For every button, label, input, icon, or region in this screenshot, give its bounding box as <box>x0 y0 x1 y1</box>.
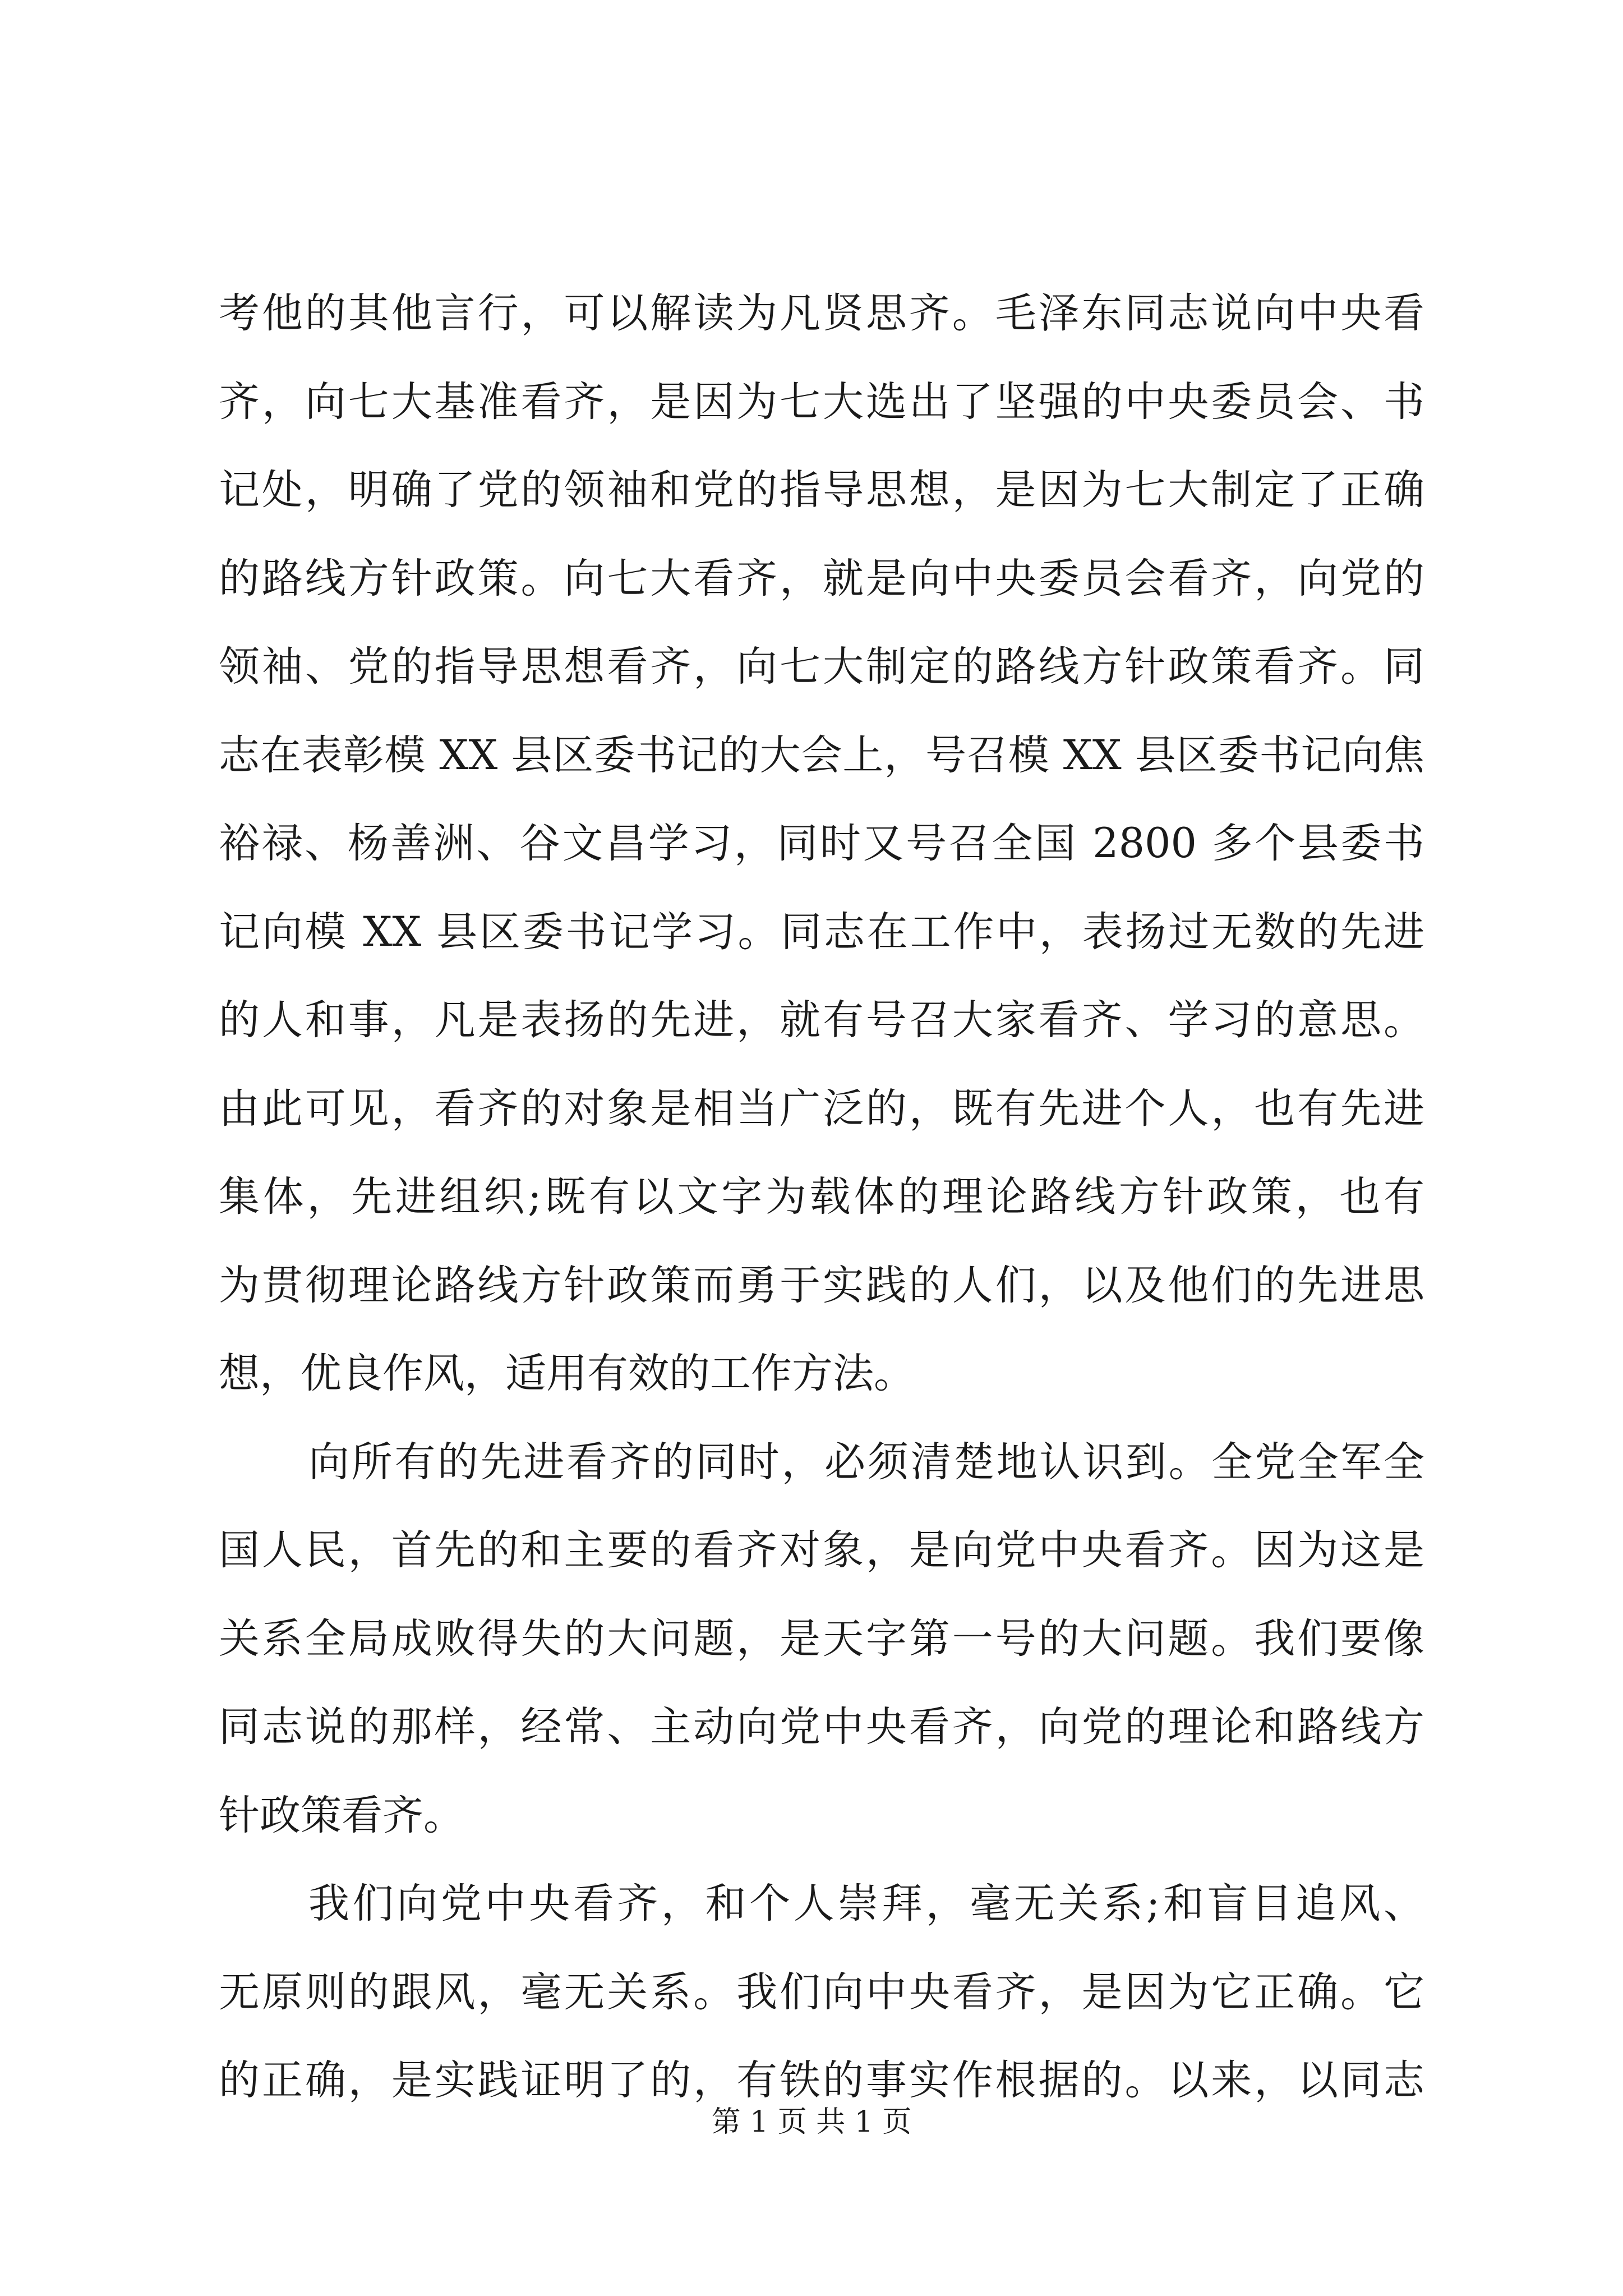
text-line: 志在表彰模 XX 县区委书记的大会上，号召模 XX 县区委书记向焦 <box>219 731 1424 779</box>
text-line: 由此可见，看齐的对象是相当广泛的，既有先进个人，也有先进 <box>219 1084 1424 1133</box>
text-line: 国人民，首先的和主要的看齐对象，是向党中央看齐。因为这是 <box>219 1526 1424 1574</box>
text-line: 的正确，是实践证明了的，有铁的事实作根据的。以来，以同志 <box>219 2056 1424 2104</box>
text-line: 针政策看齐。 <box>219 1791 464 1839</box>
text-line: 的路线方针政策。向七大看齐，就是向中央委员会看齐，向党的 <box>219 554 1424 602</box>
text-line: 考他的其他言行，可以解读为凡贤思齐。毛泽东同志说向中央看 <box>219 289 1424 337</box>
paragraph-1 <box>219 269 1424 1418</box>
page-footer <box>0 2102 1623 2142</box>
text-line: 的人和事，凡是表扬的先进，就有号召大家看齐、学习的意思。 <box>219 996 1424 1044</box>
text-line: 想，优良作风，适用有效的工作方法。 <box>219 1350 915 1397</box>
text-line: 齐，向七大基准看齐，是因为七大选出了坚强的中央委员会、书 <box>219 378 1424 426</box>
text-line: 我们向党中央看齐，和个人崇拜，毫无关系;和盲目追风、 <box>308 1880 1424 1927</box>
text-line: 向所有的先进看齐的同时，必须清楚地认识到。全党全军全 <box>308 1438 1424 1486</box>
text-line: 记处，明确了党的领袖和党的指导思想，是因为七大制定了正确 <box>219 466 1424 514</box>
text-line: 记向模 XX 县区委书记学习。同志在工作中，表扬过无数的先进 <box>219 908 1424 956</box>
text-line: 关系全局成败得失的大问题，是天字第一号的大问题。我们要像 <box>219 1614 1424 1663</box>
document-body <box>219 269 1424 2125</box>
text-line: 为贯彻理论路线方针政策而勇于实践的人们，以及他们的先进思 <box>219 1261 1424 1309</box>
text-line: 集体，先进组织;既有以文字为载体的理论路线方针政策，也有 <box>219 1173 1424 1221</box>
text-line: 领袖、党的指导思想看齐，向七大制定的路线方针政策看齐。同 <box>219 643 1424 691</box>
text-line: 无原则的跟风，毫无关系。我们向中央看齐，是因为它正确。它 <box>219 1968 1424 2016</box>
text-line: 裕禄、杨善洲、谷文昌学习，同时又号召全国 2800 多个县委书 <box>219 820 1424 867</box>
text-line: 同志说的那样，经常、主动向党中央看齐，向党的理论和路线方 <box>219 1703 1424 1751</box>
paragraph-2 <box>219 1418 1424 1860</box>
paragraph-3 <box>219 1860 1424 2125</box>
page-number-label: 第 1 页 共 1 页 <box>711 2105 912 2139</box>
